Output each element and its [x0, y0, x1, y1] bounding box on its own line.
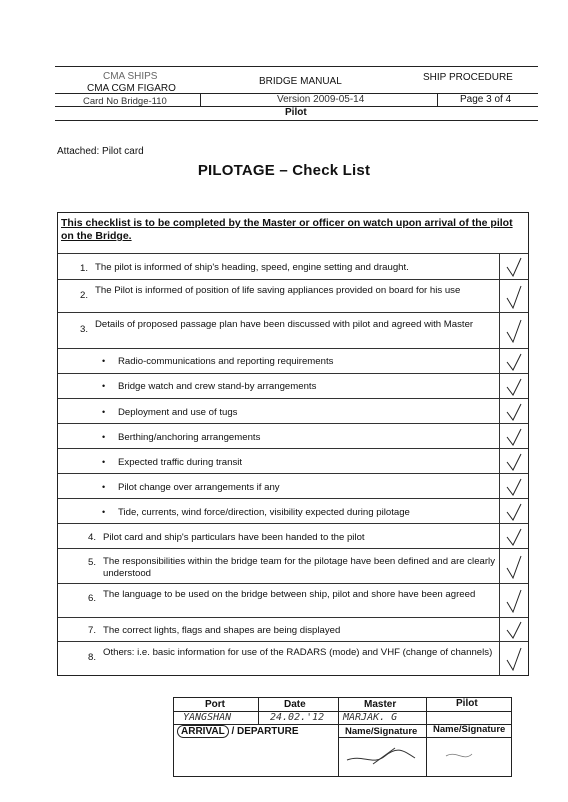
signoff-vdivider-3 [426, 697, 427, 776]
item-number: 4. [88, 532, 97, 543]
item-text: Radio-communications and reporting requirements [118, 356, 334, 367]
item-number: 7. [88, 625, 97, 636]
checklist-row [58, 641, 528, 676]
manual-title: BRIDGE MANUAL [259, 76, 342, 87]
bullet-icon: • [102, 507, 106, 517]
checkmark-icon [505, 588, 523, 614]
checklist-table [57, 212, 529, 676]
checkmark-icon [505, 256, 523, 278]
item-number: 5. [88, 557, 97, 568]
bullet-icon: • [102, 482, 106, 492]
checkmark-icon [505, 620, 523, 640]
checkmark-icon [505, 502, 523, 522]
checkmark-icon [505, 352, 523, 372]
bullet-icon: • [102, 457, 106, 467]
checkmark-icon [505, 477, 523, 497]
bullet-icon: • [102, 356, 106, 366]
master-name-value[interactable]: MARJAK. G [343, 712, 398, 723]
master-signature-icon[interactable] [343, 740, 423, 772]
document-header [55, 66, 538, 121]
checkmark-icon [505, 377, 523, 397]
col-header-port: Port [205, 699, 225, 710]
item-text: The language to be used on the bridge between ship, pilot and shore have been agreed [103, 589, 476, 600]
item-text: Details of proposed passage plan have been discussed with pilot and agreed with Master [95, 319, 474, 330]
checklist-row [58, 373, 528, 399]
item-text: Pilot change over arrangements if any [118, 482, 280, 493]
checkbox-cell[interactable] [499, 399, 528, 424]
checklist-intro: This checklist is to be completed by the Master or officer on watch upon arrival of the pilot on the Bridge. [61, 217, 513, 242]
procedure-type: SHIP PROCEDURE [423, 72, 513, 83]
col-header-date: Date [284, 699, 306, 710]
checklist-row [58, 473, 528, 499]
port-value[interactable]: YANGSHAN [183, 712, 232, 723]
checkbox-cell[interactable] [499, 499, 528, 524]
bullet-icon: • [102, 407, 106, 417]
version-label: Version 2009-05-14 [277, 94, 365, 105]
item-number: 8. [88, 652, 97, 663]
item-text: Tide, currents, wind force/direction, visibility expected during pilotage [118, 507, 410, 518]
checkbox-cell[interactable] [499, 424, 528, 449]
signoff-border-left [173, 697, 174, 776]
checkmark-icon [505, 452, 523, 472]
checkbox-cell[interactable] [499, 549, 528, 584]
col-header-master: Master [364, 699, 397, 710]
checklist-row [58, 398, 528, 424]
checkmark-icon [505, 318, 523, 344]
header-vdivider-1 [200, 93, 201, 106]
pilot-signature-label: Name/Signature [433, 724, 506, 735]
signoff-divider-3 [338, 737, 512, 738]
item-number: 2. [80, 290, 89, 301]
checkbox-cell[interactable] [499, 349, 528, 374]
item-text: Berthing/anchoring arrangements [118, 432, 261, 443]
header-vdivider-2 [437, 93, 438, 106]
checkbox-cell[interactable] [499, 642, 528, 676]
checkbox-cell[interactable] [499, 474, 528, 499]
checkmark-icon [505, 527, 523, 547]
checklist-row [58, 498, 528, 524]
item-text: Expected traffic during transit [118, 457, 243, 468]
checklist-row [58, 583, 528, 618]
item-number: 3. [80, 324, 89, 335]
checklist-row [58, 348, 528, 374]
checklist-row [58, 523, 528, 549]
section-title: Pilot [285, 107, 307, 118]
item-number: 6. [88, 593, 97, 604]
company-name: CMA SHIPS [103, 71, 158, 82]
item-text: The responsibilities within the bridge team for the pilotage have been defined and are clearly understood [103, 556, 495, 579]
checkmark-icon [505, 646, 523, 672]
item-text: Bridge watch and crew stand-by arrangements [118, 381, 317, 392]
bullet-icon: • [102, 381, 106, 391]
signoff-border-right [511, 697, 512, 776]
signoff-vdivider-2 [338, 697, 339, 776]
voyage-type [177, 726, 299, 737]
checkbox-cell[interactable] [499, 524, 528, 549]
header-border-bottom [55, 120, 538, 121]
signoff-border-bottom [173, 776, 512, 777]
attachment-note: Attached: Pilot card [57, 146, 144, 157]
item-text: The pilot is informed of ship's heading, speed, engine setting and draught. [95, 262, 409, 273]
checklist-row [58, 548, 528, 584]
checkbox-cell[interactable] [499, 280, 528, 313]
header-border-top [55, 66, 538, 67]
master-signature-label: Name/Signature [345, 726, 418, 737]
signoff-vdivider-1 [258, 697, 259, 724]
checklist-row [58, 312, 528, 349]
item-number: 1. [80, 263, 89, 274]
checkbox-cell[interactable] [499, 584, 528, 618]
checkmark-icon [505, 554, 523, 580]
item-text: Others: i.e. basic information for use of the RADARS (mode) and VHF (change of channels) [103, 647, 493, 658]
checkbox-cell[interactable] [499, 374, 528, 399]
checkbox-cell[interactable] [499, 313, 528, 349]
bullet-icon: • [102, 432, 106, 442]
checkbox-cell[interactable] [499, 254, 528, 280]
checklist-row [58, 617, 528, 642]
col-header-pilot: Pilot [456, 698, 478, 709]
checklist-row [58, 279, 528, 313]
page-number: Page 3 of 4 [460, 94, 512, 105]
checkbox-cell[interactable] [499, 618, 528, 642]
pilot-signature-icon[interactable] [438, 742, 498, 772]
item-text: The correct lights, flags and shapes are being displayed [103, 625, 341, 636]
checklist-row [58, 448, 528, 474]
checklist-row [58, 423, 528, 449]
signoff-table [173, 697, 512, 777]
checklist-row [58, 253, 528, 280]
item-text: Deployment and use of tugs [118, 407, 238, 418]
departure-label: / DEPARTURE [228, 726, 299, 737]
arrival-circled[interactable]: ARRIVAL [177, 725, 229, 738]
checkbox-cell[interactable] [499, 449, 528, 474]
item-text: Pilot card and ship's particulars have been handed to the pilot [103, 532, 365, 543]
checkmark-icon [505, 427, 523, 447]
ship-name: CMA CGM FIGARO [87, 83, 176, 94]
card-number: Card No Bridge-110 [83, 96, 167, 107]
page-title: PILOTAGE – Check List [197, 162, 371, 179]
date-value[interactable]: 24.02.'12 [270, 712, 325, 723]
checkmark-icon [505, 402, 523, 422]
item-text: The Pilot is informed of position of life saving appliances provided on board for his use [95, 285, 461, 296]
checkmark-icon [505, 284, 523, 310]
